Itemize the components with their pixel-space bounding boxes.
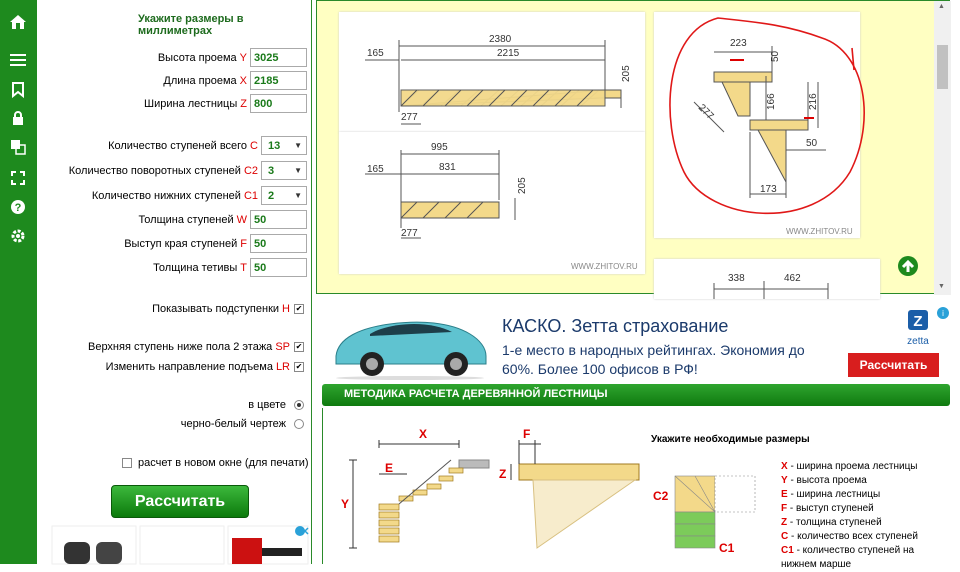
select-value: 13 (268, 139, 281, 152)
field-letter: C1 (243, 189, 258, 202)
help-icon[interactable] (8, 197, 28, 217)
drawings-scrollbar[interactable] (934, 1, 951, 295)
zetta-logo (900, 308, 936, 350)
dim-right-top: 50 (770, 50, 781, 62)
lock-icon[interactable] (8, 108, 28, 128)
ad-close-icon[interactable] (936, 306, 950, 320)
check-row-top-step (88, 337, 304, 356)
field-row-overhang (124, 234, 307, 253)
legend-item: X - ширина проема лестницы (781, 461, 918, 472)
watermark: WWW.ZHITOV.RU (571, 262, 638, 271)
width-input[interactable] (250, 94, 307, 113)
label-f: F (523, 427, 531, 441)
total-steps-select[interactable] (261, 136, 307, 155)
chevron-down-icon: ▼ (294, 191, 302, 200)
direction-checkbox[interactable] (294, 362, 304, 372)
top-step-checkbox[interactable] (294, 342, 304, 352)
form-title: Укажите размеры в миллиметрах (138, 13, 244, 37)
length-input[interactable] (250, 71, 307, 90)
check-row-risers (152, 299, 304, 318)
check-row-direction (106, 357, 304, 376)
plan-diagram (653, 470, 773, 564)
field-letter: C (250, 139, 258, 152)
lower-flight-drawing (339, 132, 645, 274)
field-label: Длина проема (163, 74, 237, 87)
legend-item: Y - высота проема (781, 475, 867, 486)
new-window-checkbox[interactable] (122, 458, 132, 468)
select-row-lower-steps (92, 186, 307, 205)
legend-item: E - ширина лестницы (781, 489, 881, 500)
dim-bottom: 277 (401, 112, 418, 123)
legend-item: Z - толщина ступеней (781, 517, 882, 528)
calculate-button[interactable]: Рассчитать (111, 485, 249, 518)
chevron-down-icon: ▼ (294, 141, 302, 150)
watermark: WWW.ZHITOV.RU (786, 227, 853, 236)
field-label: Толщина ступеней (138, 213, 234, 226)
svg-text:?: ? (14, 202, 22, 214)
drawing-card-turn-section (654, 12, 860, 238)
upper-flight-drawing (339, 12, 645, 133)
radio-label: черно-белый чертеж (180, 417, 286, 430)
legend-item: F - выступ ступеней (781, 503, 874, 514)
main-content (316, 0, 960, 570)
field-label: Ширина лестницы (144, 97, 238, 110)
translate-icon[interactable] (8, 137, 28, 157)
dim-a: 338 (728, 273, 745, 284)
field-row-step-thickness (138, 210, 307, 229)
stringer-input[interactable] (250, 258, 307, 277)
ad-calculate-button[interactable]: Рассчитать (848, 353, 939, 377)
dim-mid: 2215 (497, 48, 520, 59)
label-x: X (419, 427, 428, 441)
label-e: E (385, 461, 394, 475)
check-row-new-window (122, 453, 309, 472)
legend-list (781, 460, 951, 572)
ad-text: 1-е место в народных рейтингах. Экономия до 60%. Более 100 офисов в РФ! (502, 342, 805, 377)
drawing-card-lower-flight (339, 132, 645, 274)
label-c1: C1 (719, 541, 735, 555)
legend-title: Укажите необходимые размеры (651, 434, 810, 445)
dim-mid: 166 (766, 93, 777, 110)
field-row-stringer (153, 258, 307, 277)
method-area (322, 408, 960, 570)
color-radio[interactable] (294, 400, 304, 410)
field-row-width (144, 94, 307, 113)
ad-title[interactable]: КАСКО. Зетта страхование (502, 316, 729, 336)
check-letter: SP (275, 340, 290, 353)
icon-sidebar (0, 0, 37, 564)
chevron-down-icon: ▼ (294, 166, 302, 175)
gear-icon[interactable] (8, 226, 28, 246)
field-letter: W (236, 213, 247, 226)
label-z: Z (499, 467, 507, 481)
check-letter: H (282, 302, 290, 315)
check-label: расчет в новом окне (для печати) (138, 456, 309, 469)
method-header (322, 384, 950, 406)
field-letter: Z (240, 97, 247, 110)
step-thickness-input[interactable] (250, 210, 307, 229)
dim-left: 165 (367, 48, 384, 59)
field-letter: T (240, 261, 247, 274)
legend-item: C1 - количество ступеней на нижнем марше (781, 545, 915, 570)
scrollbar-thumb[interactable] (937, 45, 948, 89)
dim-right: 216 (808, 93, 819, 110)
risers-checkbox[interactable] (294, 304, 304, 314)
dim-left: 165 (367, 164, 384, 175)
svg-text:i: i (942, 309, 944, 318)
dim-top: 223 (730, 38, 747, 49)
field-label: Количество ступеней всего (108, 139, 248, 152)
zetta-logo-text: zetta (907, 336, 929, 347)
car-image (330, 304, 490, 380)
check-label: Изменить направление подъема (105, 360, 273, 373)
radio-row-bw (181, 414, 304, 433)
field-label: Количество нижних ступеней (91, 189, 241, 202)
dim-right: 205 (621, 65, 632, 82)
check-letter: LR (275, 360, 290, 373)
scroll-down-arrow[interactable]: ▼ (938, 283, 945, 290)
legend-item: C - количество всех ступеней (781, 531, 918, 542)
lower-steps-select[interactable] (261, 186, 307, 205)
home-icon[interactable] (8, 12, 28, 32)
parameters-form (44, 0, 312, 564)
small-ad-strip (52, 524, 312, 564)
select-value: 3 (268, 164, 275, 177)
dim-bottom: 277 (401, 228, 418, 239)
field-letter: Y (239, 51, 247, 64)
dim-right: 205 (517, 177, 528, 194)
dim-bottom: 173 (760, 184, 777, 195)
select-value: 2 (268, 189, 275, 202)
dim-right-bottom: 50 (806, 138, 818, 149)
dim-b: 462 (784, 273, 801, 284)
field-row-height (158, 48, 307, 67)
dim-mid: 831 (439, 162, 456, 173)
label-y: Y (341, 497, 350, 511)
field-label: Количество поворотных ступеней (68, 164, 241, 177)
field-letter: C2 (243, 164, 258, 177)
partial-drawing (654, 259, 880, 299)
menu-icon[interactable] (8, 50, 28, 70)
select-row-turn-steps (69, 161, 307, 180)
label-c2: C2 (653, 489, 669, 503)
ad-banner[interactable] (322, 304, 954, 382)
dim-top: 995 (431, 142, 448, 153)
turn-section-drawing (654, 12, 860, 238)
check-label: Верхняя ступень ниже пола 2 этажа (87, 340, 273, 353)
drawing-card-upper-flight (339, 12, 645, 133)
field-letter: X (239, 74, 247, 87)
drawings-area (316, 0, 950, 294)
turn-steps-select[interactable] (261, 161, 307, 180)
dim-top: 2380 (489, 34, 512, 45)
field-label: Высота проема (157, 51, 237, 64)
fullscreen-icon[interactable] (8, 168, 28, 188)
field-label: Толщина тетивы (153, 261, 238, 274)
scroll-up-arrow[interactable]: ▲ (938, 3, 945, 10)
height-input[interactable] (250, 48, 307, 67)
method-title: МЕТОДИКА РАСЧЕТА ДЕРЕВЯННОЙ ЛЕСТНИЦЫ (344, 388, 608, 400)
field-row-length (163, 71, 307, 90)
field-letter: F (240, 237, 247, 250)
bw-radio[interactable] (294, 419, 304, 429)
bookmark-icon[interactable] (8, 79, 28, 99)
select-row-total-steps (108, 136, 307, 155)
scroll-up-icon[interactable] (897, 255, 919, 277)
field-label: Выступ края ступеней (124, 237, 238, 250)
check-label: Показывать подступенки (152, 302, 280, 315)
stair-method-diagram (323, 408, 653, 564)
drawing-card-partial (654, 259, 880, 299)
radio-label: в цвете (248, 398, 286, 411)
zetta-logo-letter: Z (913, 313, 923, 330)
overhang-input[interactable] (250, 234, 307, 253)
dim-diagonal: 277 (695, 102, 716, 122)
radio-row-color (248, 395, 304, 414)
